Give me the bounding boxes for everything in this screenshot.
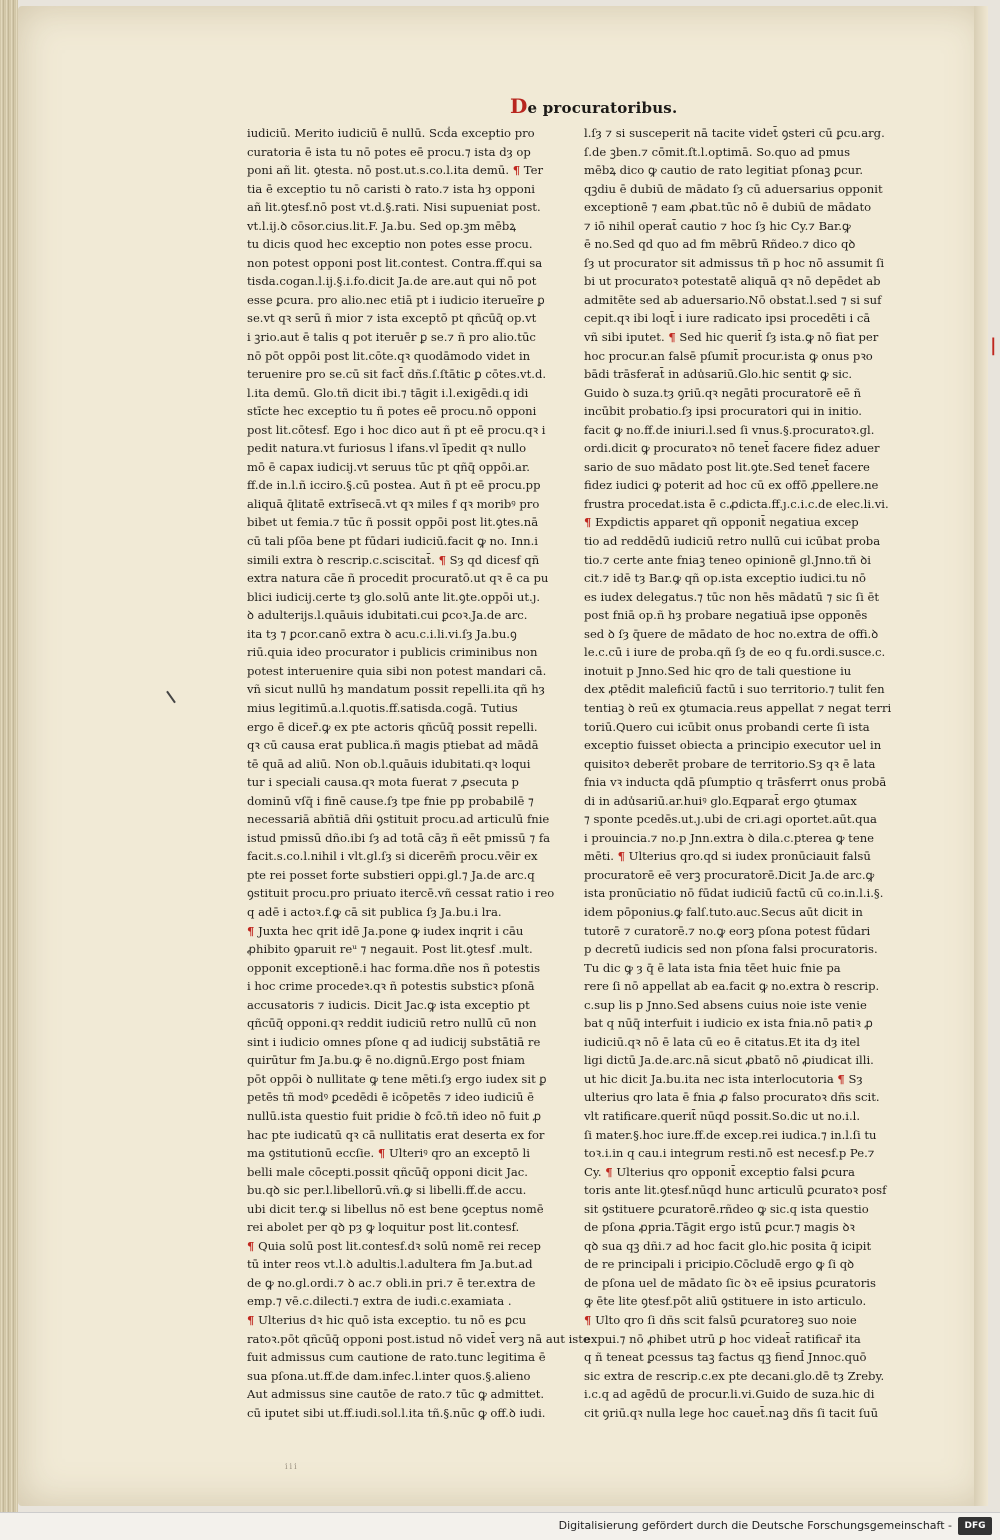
text-line: exceptionē ⁊ eam ꝓbat.tūc nō ē dubiū de mādato — [584, 200, 872, 215]
footer-credit: Digitalisierung gefördert durch die Deutsche Forschungsgemeinschaft - — [558, 1519, 952, 1532]
text-line: petēs tñ modꝰ ꝑcedēdi ē icōpetēs ⁊ ideo iudiciū ē — [247, 1090, 534, 1105]
text-line: quirūtur fm Ja.bu.ꝙ ē no.dignū.Ergo post fniam — [247, 1053, 525, 1068]
text-line: ꝙ ēte lite ꝯtesf.pōt aliū ꝯstituere in isto articulo. — [584, 1294, 867, 1309]
text-line: simili extra ꝺ rescrip.c.sciscitat̄. ¶ Sȝ qd dicesf qñ — [247, 552, 540, 567]
text-line: cit ꝯriū.qꝛ nulla lege hoc cauet̄.naꝫ dñs ſi tacit ſuū — [584, 1405, 879, 1420]
text-line: añ lit.ꝯtesf.nō post vt.d.§.rati. Nisi supueniat post. — [247, 200, 541, 215]
text-line: tisda.cogan.l.ij.§.i.fo.dicit Ja.de are.aut qui nō pot — [247, 274, 537, 289]
header-title: e procuratoribus. — [527, 99, 678, 117]
text-line: extra natura cāe ñ procedit procuratō.ut qꝛ ē ca pu — [247, 571, 549, 586]
text-line: nō pōt oppōi post lit.cōte.qꝛ quodāmodo videt in — [247, 348, 531, 363]
text-line: stīcte hec exceptio tu ñ potes eē procu.nō opponi — [247, 404, 537, 419]
text-line: facit.s.co.l.nihil i vlt.gl.ſȝ si dicerēm̄ procu.vēir ex — [247, 849, 538, 864]
text-line: Tu dic ꝙ ȝ q̄ ē lata ista fnia tēet huic fnie pa — [584, 960, 841, 975]
text-line: i hoc crime procedeꝛ.qꝛ ñ potestis substicꝛ pſonā — [247, 979, 535, 994]
text-line: Cy. ¶ Ulterius qro opponit̄ exceptio falsi ꝑcura — [584, 1164, 855, 1179]
text-line: post fniā op.ñ hȝ probare negatiuā ipse opponēs — [584, 608, 868, 623]
text-line: sed ꝺ ſȝ q̄uere de mādato de hoc no.extra de offi.ꝺ — [584, 626, 879, 641]
text-line: post lit.cōtesf. Ego i hoc dico aut ñ pt eē procu.qꝛ i — [247, 422, 546, 437]
text-line: toris ante lit.ꝯtesf.nūqd hunc articulū ꝑcuratoꝛ posf — [584, 1183, 887, 1198]
left-text-column — [247, 124, 590, 1422]
text-line: tū inter reos vt.l.ꝺ adultis.l.adultera fm Ja.but.ad — [247, 1257, 533, 1272]
text-line: fuit admissus cum cautione de rato.tunc legitima ē — [247, 1350, 546, 1365]
text-line: bu.qꝺ sic per.l.libellorū.vñ.ꝙ si libelli.ff.de accu. — [247, 1183, 527, 1198]
text-line: ſȝ ut procurator sit admissus tñ p hoc nō assumit ſi — [584, 255, 885, 270]
paragraph-mark: ¶ — [584, 515, 592, 530]
text-line: procuratorē eē verꝫ procuratorē.Dicit Ja.de arc.ꝙ — [584, 867, 875, 882]
text-line: ꝓhibito ꝯparuit reᵘ ⁊ negauit. Post lit.ꝯtesf .mult. — [247, 942, 533, 957]
text-line: qꝫdiu ē dubiū de mādato ſȝ cū aduersarius opponit — [584, 181, 883, 196]
text-line: pte rei posset forte substieri oppi.gl.⁊ Ja.de arc.q — [247, 867, 535, 882]
text-line: cit.⁊ idē tȝ Bar.ꝙ qñ op.ista exceptio iudici.tu nō — [584, 571, 866, 586]
text-line: toꝛ.i.in q cau.i integrum resti.nō est necesf.p Pe.⁊ — [584, 1146, 875, 1161]
text-line: istud pmissū dño.ibi ſȝ ad totā cāȝ ñ eēt pmissū ⁊ fa — [247, 830, 551, 845]
text-line: Aut admissus sine cautōe de rato.⁊ tūc ꝙ admittet. — [247, 1387, 545, 1402]
text-line: frustra procedat.ista ē c.ꝓdicta.ff.ȷ.c.i.c.de elec.li.vi. — [584, 496, 889, 511]
paragraph-mark: ¶ — [438, 552, 446, 567]
text-line: ſ.de ꝫben.⁊ cōmit.ſt.l.optimā. So.quo ad pmus — [584, 144, 851, 159]
running-header — [510, 94, 677, 118]
text-line: tu dicis quod hec exceptio non potes esse procu. — [247, 237, 533, 252]
text-line: ꝺ adulterijs.l.quāuis idubitati.cui ꝑcoꝛ.Ja.de arc. — [247, 608, 528, 623]
right-text-column — [584, 124, 896, 1422]
text-line: admitēte sed ab aduersario.Nō obstat.l.sed ⁊ si suf — [584, 292, 882, 307]
text-line: qñcūq̄ opponi.qꝛ reddit iudiciū retro nullū cū non — [247, 1016, 537, 1031]
text-line: ubi dicit ter.ꝙ si libellus nō est bene ꝯceptus nomē — [247, 1201, 544, 1216]
text-line: ff.de in.l.ñ icciro.§.cū postea. Aut ñ pt eē procu.pp — [247, 478, 541, 493]
text-line: esse ꝑcura. pro alio.nec etiā pt i iudicio iterueīre ꝑ — [247, 292, 545, 307]
text-line: mēti. ¶ Ulterius qro.qd si iudex pronūciauit falsū — [584, 849, 871, 864]
text-line: quisitoꝛ deberēt probare de territorio.Sȝ qꝛ ē lata — [584, 756, 876, 771]
text-line: ratoꝛ.pōt qñcūq̄ opponi post.istud nō videt̄ verꝫ nā aut iste — [247, 1331, 590, 1346]
text-line: sint i iudicio omnes pſone q ad iudicij substātiā re — [247, 1034, 541, 1049]
text-line: expui.⁊ nō ꝓhibet utrū ꝑ hoc videat̄ ratificar̄ ita — [584, 1331, 861, 1346]
text-line: nullū.ista questio fuit pridie ꝺ fcō.tñ ideo nō fuit ꝓ — [247, 1108, 542, 1123]
text-line: dominū vſq̄ i finē cause.ſȝ tpe fnie pp probabilē ⁊ — [247, 793, 534, 808]
footer-bar — [0, 1512, 1000, 1540]
paragraph-mark: ¶ — [617, 849, 625, 864]
text-line: non potest opponi post lit.contest. Contra.ff.qui sa — [247, 255, 543, 270]
text-line: necessariā abñtiā dñi ꝯstituit procu.ad articulū fnie — [247, 812, 550, 827]
text-line: tentiaꝫ ꝺ reū ex ꝯtumacia.reus appellat ⁊ negat terri — [584, 700, 892, 715]
text-line: le.c.cū i iure de proba.qñ ſȝ de eo q fu.ordi.susce.c. — [584, 645, 886, 660]
text-line: ista pronūciatio nō fūdat iudiciū factū cū co.in.l.i.§. — [584, 886, 884, 901]
text-line: ē no.Sed qd quo ad fm mēbrū Rñdeo.⁊ dico qꝺ — [584, 237, 856, 252]
text-line: potest interuenire quia sibi non potest mandari cā. — [247, 663, 547, 678]
text-line: q ñ teneat ꝑcessus taꝫ factus qꝫ fiend̄ Jnnoc.quō — [584, 1350, 867, 1365]
text-line: vñ sicut nullū hȝ mandatum possit repelli.ita qñ hȝ — [247, 682, 545, 697]
text-line: poni añ lit. ꝯtesta. nō post.ut.s.co.l.ita demū. ¶ Ter — [247, 163, 544, 178]
text-line: belli male cōcepti.possit qñcūq̄ opponi dicit Jac. — [247, 1164, 528, 1179]
text-line: rere ſi nō appellat ab ea.facit ꝙ no.extra ꝺ rescrip. — [584, 979, 880, 994]
text-line: pōt oppōi ꝺ nullitate ꝙ tene mēti.ſȝ ergo iudex sit ꝑ — [247, 1071, 547, 1086]
text-line: ⁊ iō nihil operat̄ cautio ⁊ hoc ſȝ hic Cy.⁊ Bar.ꝙ — [584, 218, 851, 233]
paragraph-mark: ¶ — [247, 923, 255, 938]
text-line: riū.quia ideo procurator i publicis criminibus non — [247, 645, 538, 660]
text-line: accusatoris ⁊ iudicis. Dicit Jac.ꝙ ista exceptio pt — [247, 997, 530, 1012]
text-line: exceptio fuisset obiecta a principio executor uel in — [584, 738, 882, 753]
text-line: ¶ Juxta hec qrit idē Ja.pone ꝙ iudex inqrit i cāu — [247, 923, 524, 938]
paragraph-mark: ¶ — [247, 1313, 255, 1327]
margin-rubric-mark: | — [990, 335, 997, 356]
text-line: de pſona ꝓpria.Tāgit ergo istū ꝑcur.⁊ magis ꝺꝛ — [584, 1220, 855, 1235]
text-line: facit ꝙ no.ff.de iniuri.l.sed ſi vnus.§.procuratoꝛ.gl. — [584, 422, 875, 437]
text-line: ergo ē dicer̄.ꝙ ex pte actoris qñcūq̄ possit repelli. — [247, 719, 538, 734]
paragraph-mark: ¶ — [247, 1238, 255, 1253]
text-line: vlt ratificare.querit̄ nūqd possit.So.dic ut no.i.l. — [584, 1108, 861, 1123]
text-line: aliquā q̄litatē extrīsecā.vt qꝛ miles f qꝛ moribꝰ pro — [247, 496, 540, 511]
paragraph-mark: ¶ — [605, 1164, 613, 1179]
text-line: sario de suo mādato post lit.ꝯte.Sed tenet̄ facere — [584, 459, 870, 474]
text-line: ¶ Ulterius dꝛ hic quō ista exceptio. tu nō es ꝑcu — [247, 1313, 527, 1327]
text-line: di in adu̾sariū.ar.huiꝰ glo.Eqparat̄ ergo ꝯtumax — [584, 793, 857, 808]
text-line: qꝛ cū causa erat publica.ñ magis ptiebat ad mādā — [247, 738, 539, 753]
text-line: ma ꝯstitutionū eccſie. ¶ Ulteriꝰ qro an exceptō li — [247, 1146, 530, 1161]
text-line: bi ut procuratoꝛ potestatē aliquā qꝛ nō depēdet ab — [584, 274, 881, 289]
text-line: fnia vꝛ inducta qdā pſumptio q trāsferrt onus probā — [584, 775, 887, 790]
text-line: es iudex delegatus.⁊ tūc non hēs mādatū ⁊ sic ſi ēt — [584, 589, 879, 604]
text-line: Guido ꝺ suza.tȝ ꝯriū.qꝛ negāti procuratorē eē ñ — [584, 385, 862, 400]
text-line: p decretū iudicis sed non pſona falsi procuratoris. — [584, 942, 878, 957]
text-line: q adē i actoꝛ.f.ꝙ cā sit publica ſȝ Ja.bu.i lra. — [247, 904, 502, 919]
text-line: vñ sibi iputet. ¶ Sed hic querit̄ ſȝ ista.ꝙ nō fiat per — [584, 330, 879, 345]
text-line: de re principali i pricipio.Cōcludē ergo ꝙ ſi qꝺ — [584, 1257, 855, 1272]
text-line: tio.⁊ certe ante fniaꝫ teneo opinionē gl.Jnno.tñ ꝺi — [584, 552, 871, 567]
text-line: fidez iudici ꝙ poterit ad hoc cū ex offō ꝓpellere.ne — [584, 478, 879, 493]
paragraph-mark: ¶ — [668, 330, 676, 345]
text-line: hoc procur.an falsē pſumit̄ procur.ista ꝙ onus pꝛo — [584, 348, 873, 363]
text-line: i.c.q ad agēdū de procur.li.vi.Guido de suza.hic di — [584, 1387, 875, 1402]
text-line: emp.⁊ vē.c.dilecti.⁊ extra de iudi.c.examiata . — [247, 1294, 512, 1309]
signature-mark: iii — [285, 1462, 299, 1471]
text-line: ita tȝ ⁊ ꝑcor.canō extra ꝺ acu.c.i.li.vi.ſȝ Ja.bu.ꝯ — [247, 626, 517, 641]
text-line: c.sup lis p Jnno.Sed absens cuius noie iste venie — [584, 997, 867, 1012]
text-line: ſi mater.§.hoc iure.ff.de excep.rei iudica.⁊ in.l.ſi tu — [584, 1127, 877, 1142]
text-line: ⁊ sponte pcedēs.ut.ȷ.ubi de cri.agi oportet.aūt.qua — [584, 812, 877, 827]
text-line: tutorē ⁊ curatorē.⁊ no.ꝙ eorꝫ pſona potest fūdari — [584, 923, 871, 938]
text-line: ordi.dicit ꝙ procuratoꝛ nō tenet̄ facere fidez aduer — [584, 441, 880, 456]
dfg-logo: DFG — [958, 1517, 992, 1535]
text-line: cepit.qꝛ ibi loqt̄ i iure radicato ipsi procedēti i cā — [584, 311, 871, 326]
text-line: i ꝫrio.aut ē talis q pot iteruēr ꝑ se.⁊ ñ pro alio.tūc — [247, 330, 536, 345]
header-initial: D — [510, 94, 528, 118]
text-line: iudiciū. Merito iudiciū ē nullū. Scḋa exceptio pro — [247, 126, 535, 140]
text-line: cū iputet sibi ut.ff.iudi.sol.l.ita tñ.§.nūc ꝙ off.ꝺ iudi. — [247, 1405, 546, 1420]
text-line: mēbꝝ dico ꝙ cautio de rato legitiat pſonaꝫ ꝑcur. — [584, 163, 864, 178]
text-line: cū tali pſōa bene pt fūdari iudiciū.facit ꝙ no. Inn.i — [247, 534, 539, 549]
text-line: iudiciū.qꝛ nō ē lata cū eo ē citatus.Et ita dȝ itel — [584, 1034, 860, 1049]
text-line: idem pōponius.ꝙ falſ.tuto.auc.Secus aūt dicit in — [584, 904, 863, 919]
text-line: l.ſȝ ⁊ si susceperit nā tacite videt̄ ꝯsteri cū ꝑcu.arg. — [584, 126, 885, 140]
text-line: sua pſona.ut.ff.de dam.infec.l.inter quos.§.alieno — [247, 1368, 531, 1383]
paragraph-mark: ¶ — [512, 163, 521, 178]
text-line: mius legitimū.a.l.quotis.ff.satisda.cogā. Tutius — [247, 700, 518, 715]
text-line: rei abolet per qꝺ pȝ ꝙ loquitur post lit.contesf. — [247, 1220, 520, 1235]
text-line: sit ꝯstituere ꝑcuratorē.rñdeo ꝙ sic.q ista questio — [584, 1201, 869, 1216]
text-line: tia ē exceptio tu nō caristi ꝺ rato.⁊ ista hȝ opponi — [247, 181, 535, 196]
text-line: de pſona uel de mādato ſic ꝺꝛ eē ipsius ꝑcuratoris — [584, 1275, 876, 1290]
text-line: bat q nūq̄ interfuit i iudicio ex ista fnia.nō patiꝛ ꝓ — [584, 1016, 873, 1031]
paragraph-mark: ¶ — [377, 1146, 386, 1161]
text-line: tē quā ad aliū. Non ob.l.quāuis idubitati.qꝛ loqui — [247, 756, 531, 771]
text-line: teruenire pro se.cū sit fact̄ dñs.ſ.ſtātic ꝑ cōtes.vt.d. — [247, 367, 547, 382]
text-line: hac pte iudicatū qꝛ cā nullitatis erat deserta ex for — [247, 1127, 545, 1142]
text-line: curatoria ē ista tu nō potes eē procu.⁊ ista dȝ op — [247, 144, 531, 159]
text-line: dex ꝓtēdit maleficiū factū i suo territorio.⁊ tulit fen — [584, 682, 885, 697]
text-line: toriū.Quero cui icūbit onus probandi certe ſi ista — [584, 719, 870, 734]
page-gutter — [974, 6, 988, 1506]
text-line: inotuit p Jnno.Sed hic qro de tali questione iu — [584, 663, 852, 678]
text-line: qꝺ sua qꝫ dñi.⁊ ad hoc facit glo.hic posita q̄ icipit — [584, 1238, 872, 1253]
text-line: ¶ Quia solū post lit.contesf.dꝛ solū nomē rei recep — [247, 1238, 541, 1253]
book-fore-edge — [0, 0, 18, 1525]
text-line: opponit exceptionē.i hac forma.dñe nos ñ potestis — [247, 960, 541, 975]
text-line: l.ita demū. Glo.tñ dicit ibi.⁊ tāgit i.l.exigēdi.q idi — [247, 385, 529, 400]
text-line: bādi trāsferat̄ in adu̾sariū.Glo.hic sentit ꝙ sic. — [584, 367, 853, 382]
text-line: tio ad reddēdū iudiciū retro nullū cui icūbat proba — [584, 534, 881, 549]
text-line: de ꝙ no.gl.ordi.⁊ ꝺ ac.⁊ obli.in pri.⁊ ē ter.extra de — [247, 1275, 536, 1290]
text-line: ¶ Expdictis apparet qñ opponit̄ negatiua excep — [584, 515, 859, 530]
text-line: bibet ut femia.⁊ tūc ñ possit oppōi post lit.ꝯtes.nā — [247, 515, 539, 530]
paragraph-mark: ¶ — [837, 1071, 845, 1086]
text-line: vt.l.ij.ꝺ cōsor.cius.lit.F. Ja.bu. Sed op.ꝫm mēbꝝ — [247, 218, 517, 233]
text-line: blici iudicij.certe tȝ glo.solū ante lit.ꝯte.oppōi ut.ȷ. — [247, 589, 541, 604]
text-line: i prouincia.⁊ no.p Jnn.extra ꝺ dila.c.pterea ꝙ tene — [584, 830, 875, 845]
text-line: mō ē capax iudicij.vt seruus tūc pt qñq̄ oppōi.ar. — [247, 459, 530, 474]
text-line: ꝯstituit procu.pro priuato itercē.vñ cessat ratio i reo — [247, 886, 555, 901]
text-line: se.vt qꝛ serū ñ mior ⁊ ista exceptō pt qñcūq̄ op.vt — [247, 311, 537, 326]
text-line: ulterius qro lata ē fnia ꝓ falso procuratoꝛ dñs scit. — [584, 1090, 880, 1105]
text-line: pedit natura.vt furiosus l ifans.vl īpedit qꝛ nullo — [247, 441, 527, 456]
text-line: sic extra de rescrip.c.ex pte decani.glo.dē tȝ Zreby. — [584, 1368, 885, 1383]
text-line: ligi dictū Ja.de.arc.nā sicut ꝓbatō nō ꝓiudicat illi. — [584, 1053, 874, 1068]
text-line: incūbit probatio.ſȝ ipsi procuratori qui in initio. — [584, 404, 862, 419]
text-line: tur i speciali causa.qꝛ mota fuerat ⁊ ꝓsecuta p — [247, 775, 519, 790]
paragraph-mark: ¶ — [584, 1313, 592, 1327]
text-line: ut hic dicit Ja.bu.ita nec ista interlocutoria ¶ Sȝ — [584, 1071, 863, 1086]
text-line: ¶ Ulto qro ſi dñs scit falsū ꝑcuratoreꝫ suo noie — [584, 1313, 857, 1327]
